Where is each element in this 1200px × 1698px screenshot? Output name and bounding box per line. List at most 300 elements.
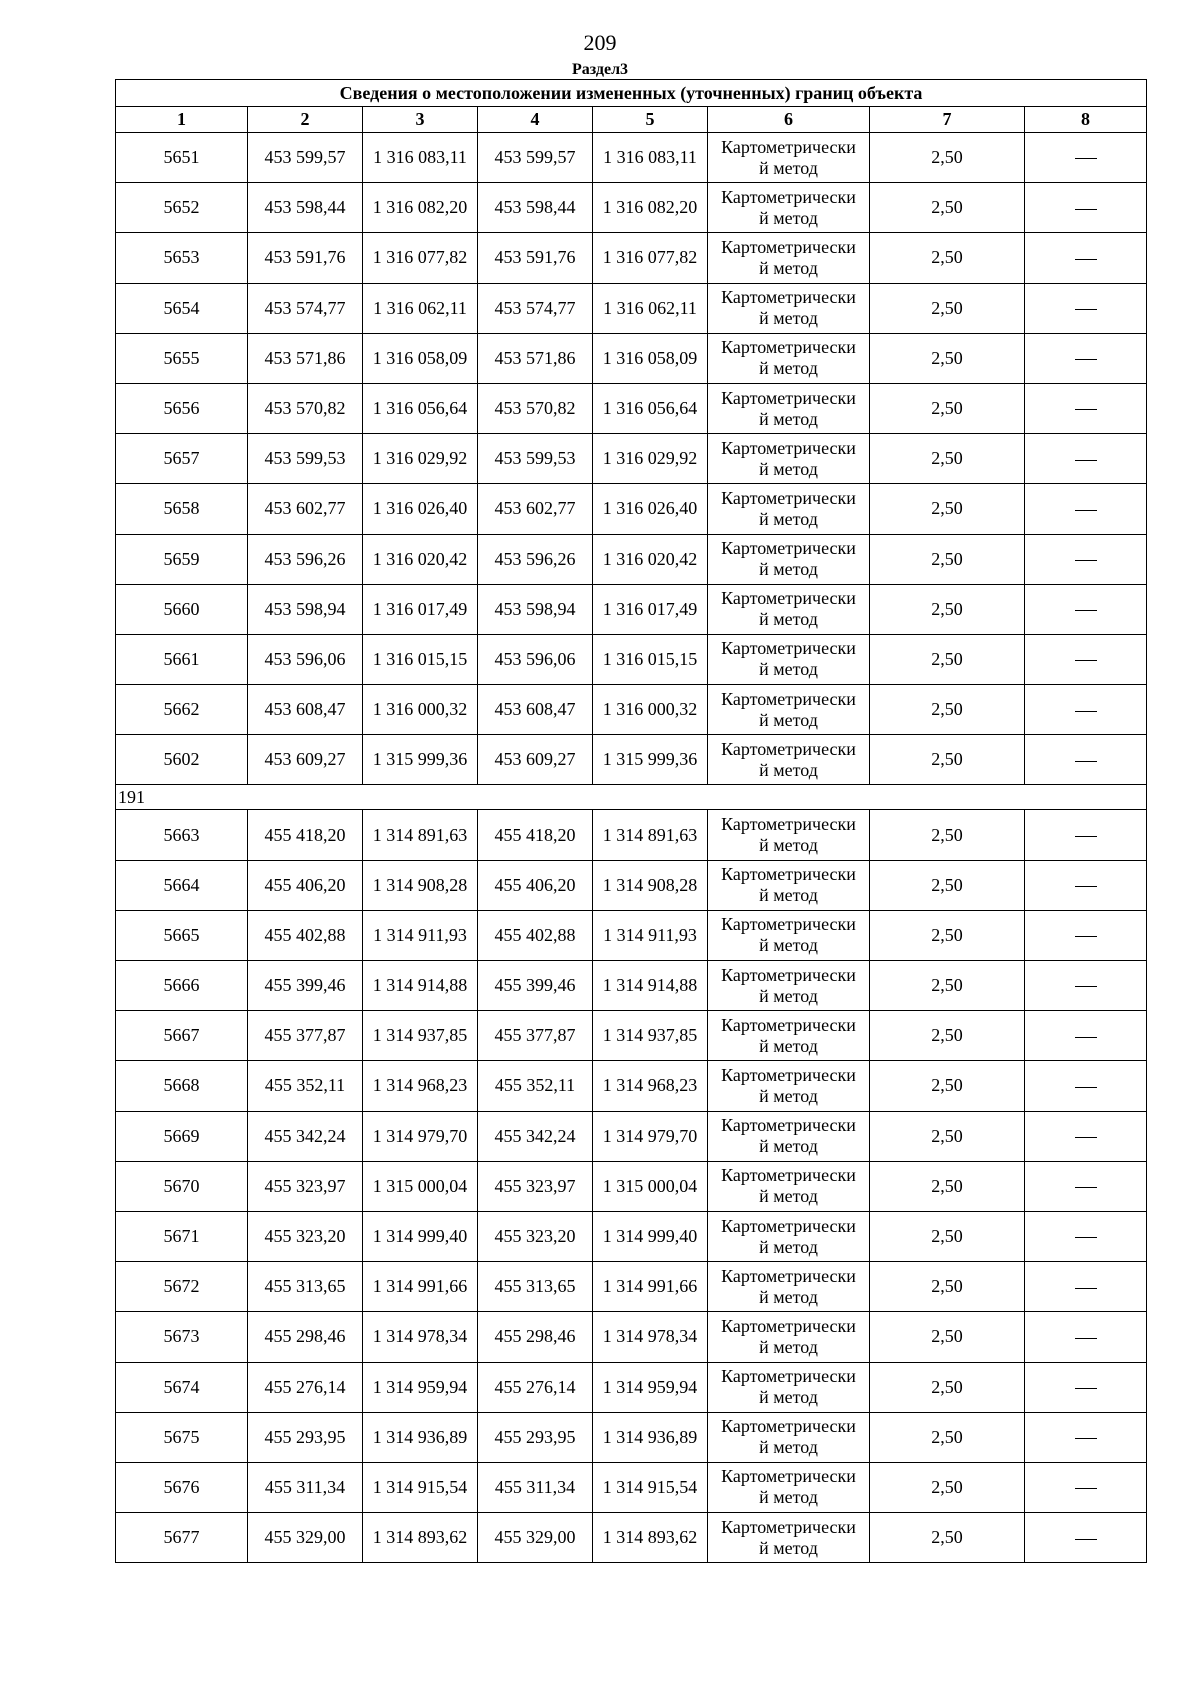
description-cell — [1025, 1362, 1147, 1412]
method-line-2: й метод — [759, 508, 818, 529]
method-line-2: й метод — [759, 1537, 818, 1558]
table-row — [116, 434, 1147, 484]
description-cell — [1025, 1011, 1147, 1061]
x-new-cell: 453 608,47 — [478, 685, 593, 735]
point-number-cell: 5667 — [116, 1011, 248, 1061]
description-cell — [1025, 1513, 1147, 1563]
column-number: 8 — [1025, 107, 1147, 133]
precision-cell: 2,50 — [870, 484, 1025, 534]
x-new-cell: 453 602,77 — [478, 484, 593, 534]
y-new-cell: 1 316 020,42 — [593, 534, 708, 584]
y-new-cell: 1 316 082,20 — [593, 183, 708, 233]
method-cell — [708, 735, 870, 785]
method-line-2: й метод — [759, 157, 818, 178]
method-line-1: Картометрически — [721, 814, 856, 835]
y-existing-cell: 1 316 058,09 — [363, 333, 478, 383]
description-cell — [1025, 1412, 1147, 1462]
y-new-cell: 1 316 026,40 — [593, 484, 708, 534]
method-cell — [708, 233, 870, 283]
point-number-cell: 5660 — [116, 584, 248, 634]
precision-cell: 2,50 — [870, 1513, 1025, 1563]
table-row — [116, 1462, 1147, 1512]
point-number-cell: 5661 — [116, 634, 248, 684]
method-cell — [708, 1111, 870, 1161]
x-existing-cell: 453 599,53 — [248, 434, 363, 484]
coordinates-table — [115, 79, 1147, 1563]
section-title: Раздел3 — [571, 61, 629, 78]
description-cell — [1025, 534, 1147, 584]
x-new-cell: 455 313,65 — [478, 1262, 593, 1312]
description-cell — [1025, 484, 1147, 534]
method-line-2: й метод — [759, 1437, 818, 1458]
column-number: 4 — [478, 107, 593, 133]
method-cell — [708, 1513, 870, 1563]
description-cell — [1025, 961, 1147, 1011]
method-cell — [708, 1412, 870, 1462]
x-new-cell: 455 402,88 — [478, 910, 593, 960]
x-existing-cell: 453 598,94 — [248, 584, 363, 634]
y-new-cell: 1 314 999,40 — [593, 1211, 708, 1261]
y-new-cell: 1 316 017,49 — [593, 584, 708, 634]
dash-mark — [1075, 660, 1097, 661]
method-cell — [708, 484, 870, 534]
column-number-row — [116, 107, 1147, 133]
y-existing-cell: 1 314 937,85 — [363, 1011, 478, 1061]
y-existing-cell: 1 314 891,63 — [363, 810, 478, 860]
method-cell — [708, 333, 870, 383]
point-number-cell: 5662 — [116, 685, 248, 735]
precision-cell: 2,50 — [870, 1211, 1025, 1261]
method-line-2: й метод — [759, 935, 818, 956]
description-cell — [1025, 735, 1147, 785]
x-existing-cell: 455 402,88 — [248, 910, 363, 960]
y-new-cell: 1 316 029,92 — [593, 434, 708, 484]
x-new-cell: 455 342,24 — [478, 1111, 593, 1161]
y-existing-cell: 1 316 020,42 — [363, 534, 478, 584]
method-line-2: й метод — [759, 1236, 818, 1257]
table-row — [116, 1011, 1147, 1061]
precision-cell: 2,50 — [870, 333, 1025, 383]
method-line-1: Картометрически — [721, 1466, 856, 1487]
table-row — [116, 1262, 1147, 1312]
table-row — [116, 634, 1147, 684]
dash-mark — [1075, 1338, 1097, 1339]
description-cell — [1025, 910, 1147, 960]
precision-cell: 2,50 — [870, 133, 1025, 183]
precision-cell: 2,50 — [870, 584, 1025, 634]
y-existing-cell: 1 316 056,64 — [363, 383, 478, 433]
method-line-1: Картометрически — [721, 387, 856, 408]
dash-mark — [1075, 761, 1097, 762]
x-new-cell: 455 311,34 — [478, 1462, 593, 1512]
y-existing-cell: 1 314 979,70 — [363, 1111, 478, 1161]
y-existing-cell: 1 314 914,88 — [363, 961, 478, 1011]
point-number-cell: 5666 — [116, 961, 248, 1011]
method-line-2: й метод — [759, 559, 818, 580]
table-row — [116, 584, 1147, 634]
y-existing-cell: 1 314 936,89 — [363, 1412, 478, 1462]
point-number-cell: 5652 — [116, 183, 248, 233]
method-line-1: Картометрически — [721, 638, 856, 659]
method-line-2: й метод — [759, 1286, 818, 1307]
table-row — [116, 183, 1147, 233]
x-existing-cell: 455 311,34 — [248, 1462, 363, 1512]
column-number: 7 — [870, 107, 1025, 133]
column-number: 6 — [708, 107, 870, 133]
y-new-cell: 1 314 908,28 — [593, 860, 708, 910]
x-new-cell: 453 596,06 — [478, 634, 593, 684]
x-new-cell: 455 352,11 — [478, 1061, 593, 1111]
point-number-cell: 5602 — [116, 735, 248, 785]
dash-mark — [1075, 886, 1097, 887]
table-row — [116, 1362, 1147, 1412]
precision-cell: 2,50 — [870, 735, 1025, 785]
x-existing-cell: 453 598,44 — [248, 183, 363, 233]
precision-cell: 2,50 — [870, 860, 1025, 910]
dash-mark — [1075, 836, 1097, 837]
x-existing-cell: 455 406,20 — [248, 860, 363, 910]
precision-cell: 2,50 — [870, 233, 1025, 283]
x-existing-cell: 455 352,11 — [248, 1061, 363, 1111]
table-row — [116, 484, 1147, 534]
table-row — [116, 1061, 1147, 1111]
description-cell — [1025, 1211, 1147, 1261]
dash-mark — [1075, 711, 1097, 712]
x-existing-cell: 455 293,95 — [248, 1412, 363, 1462]
method-line-1: Картометрически — [721, 1215, 856, 1236]
method-line-1: Картометрически — [721, 437, 856, 458]
table-row — [116, 961, 1147, 1011]
precision-cell: 2,50 — [870, 810, 1025, 860]
table-body — [116, 133, 1147, 1563]
x-existing-cell: 455 399,46 — [248, 961, 363, 1011]
y-existing-cell: 1 316 015,15 — [363, 634, 478, 684]
method-line-2: й метод — [759, 985, 818, 1006]
method-line-2: й метод — [759, 885, 818, 906]
x-existing-cell: 455 276,14 — [248, 1362, 363, 1412]
method-line-2: й метод — [759, 1035, 818, 1056]
dash-mark — [1075, 209, 1097, 210]
method-cell — [708, 685, 870, 735]
y-new-cell: 1 315 999,36 — [593, 735, 708, 785]
point-number-cell: 5673 — [116, 1312, 248, 1362]
x-new-cell: 453 596,26 — [478, 534, 593, 584]
point-number-cell: 5675 — [116, 1412, 248, 1462]
method-line-1: Картометрически — [721, 914, 856, 935]
y-new-cell: 1 314 891,63 — [593, 810, 708, 860]
table-row — [116, 283, 1147, 333]
table-row — [116, 860, 1147, 910]
method-line-1: Картометрически — [721, 964, 856, 985]
point-number-cell: 5677 — [116, 1513, 248, 1563]
method-line-2: й метод — [759, 1186, 818, 1207]
method-cell — [708, 383, 870, 433]
method-cell — [708, 910, 870, 960]
x-new-cell: 453 571,86 — [478, 333, 593, 383]
method-line-2: й метод — [759, 257, 818, 278]
x-existing-cell: 455 323,20 — [248, 1211, 363, 1261]
precision-cell: 2,50 — [870, 1262, 1025, 1312]
y-new-cell: 1 314 893,62 — [593, 1513, 708, 1563]
x-existing-cell: 455 313,65 — [248, 1262, 363, 1312]
method-line-2: й метод — [759, 709, 818, 730]
precision-cell: 2,50 — [870, 1462, 1025, 1512]
x-new-cell: 455 418,20 — [478, 810, 593, 860]
method-cell — [708, 283, 870, 333]
point-number-cell: 5663 — [116, 810, 248, 860]
dash-mark — [1075, 936, 1097, 937]
method-line-1: Картометрически — [721, 236, 856, 257]
method-line-2: й метод — [759, 659, 818, 680]
description-cell — [1025, 634, 1147, 684]
description-cell — [1025, 233, 1147, 283]
y-new-cell: 1 316 058,09 — [593, 333, 708, 383]
description-cell — [1025, 434, 1147, 484]
precision-cell: 2,50 — [870, 283, 1025, 333]
table-row — [116, 534, 1147, 584]
y-new-cell: 1 314 937,85 — [593, 1011, 708, 1061]
y-new-cell: 1 316 062,11 — [593, 283, 708, 333]
method-cell — [708, 1462, 870, 1512]
description-cell — [1025, 860, 1147, 910]
point-number-cell: 5671 — [116, 1211, 248, 1261]
x-existing-cell: 455 418,20 — [248, 810, 363, 860]
method-line-1: Картометрически — [721, 287, 856, 308]
y-new-cell: 1 314 959,94 — [593, 1362, 708, 1412]
point-number-cell: 5656 — [116, 383, 248, 433]
point-number-cell: 5674 — [116, 1362, 248, 1412]
precision-cell: 2,50 — [870, 183, 1025, 233]
method-line-1: Картометрически — [721, 738, 856, 759]
method-cell — [708, 810, 870, 860]
column-number: 3 — [363, 107, 478, 133]
point-number-cell: 5653 — [116, 233, 248, 283]
method-line-2: й метод — [759, 207, 818, 228]
method-line-1: Картометрически — [721, 1064, 856, 1085]
y-existing-cell: 1 315 999,36 — [363, 735, 478, 785]
y-existing-cell: 1 314 999,40 — [363, 1211, 478, 1261]
method-line-1: Картометрически — [721, 1165, 856, 1186]
dash-mark — [1075, 1187, 1097, 1188]
dash-mark — [1075, 1388, 1097, 1389]
table-row — [116, 233, 1147, 283]
point-number-cell: 5672 — [116, 1262, 248, 1312]
description-cell — [1025, 183, 1147, 233]
precision-cell: 2,50 — [870, 1011, 1025, 1061]
x-new-cell: 455 293,95 — [478, 1412, 593, 1462]
point-number-cell: 5654 — [116, 283, 248, 333]
dash-mark — [1075, 510, 1097, 511]
y-existing-cell: 1 314 911,93 — [363, 910, 478, 960]
dash-mark — [1075, 1237, 1097, 1238]
table-row — [116, 1211, 1147, 1261]
page-number: 209 — [583, 30, 617, 55]
description-cell — [1025, 283, 1147, 333]
x-new-cell: 453 599,57 — [478, 133, 593, 183]
x-existing-cell: 453 574,77 — [248, 283, 363, 333]
method-cell — [708, 434, 870, 484]
method-line-1: Картометрически — [721, 588, 856, 609]
column-number: 2 — [248, 107, 363, 133]
x-new-cell: 455 298,46 — [478, 1312, 593, 1362]
y-new-cell: 1 316 083,11 — [593, 133, 708, 183]
y-new-cell: 1 315 000,04 — [593, 1161, 708, 1211]
method-cell — [708, 1011, 870, 1061]
x-existing-cell: 453 571,86 — [248, 333, 363, 383]
point-number-cell: 5665 — [116, 910, 248, 960]
y-new-cell: 1 316 000,32 — [593, 685, 708, 735]
dash-mark — [1075, 1037, 1097, 1038]
description-cell — [1025, 584, 1147, 634]
dash-mark — [1075, 1288, 1097, 1289]
table-caption-row — [116, 80, 1147, 107]
dash-mark — [1075, 986, 1097, 987]
method-cell — [708, 1211, 870, 1261]
table-row — [116, 910, 1147, 960]
method-line-2: й метод — [759, 308, 818, 329]
description-cell — [1025, 1312, 1147, 1362]
point-number-cell: 5670 — [116, 1161, 248, 1211]
description-cell — [1025, 1161, 1147, 1211]
description-cell — [1025, 1111, 1147, 1161]
method-line-2: й метод — [759, 759, 818, 780]
x-new-cell: 453 599,53 — [478, 434, 593, 484]
method-cell — [708, 634, 870, 684]
x-existing-cell: 453 609,27 — [248, 735, 363, 785]
x-new-cell: 455 323,97 — [478, 1161, 593, 1211]
column-number: 5 — [593, 107, 708, 133]
x-new-cell: 453 574,77 — [478, 283, 593, 333]
x-new-cell: 453 570,82 — [478, 383, 593, 433]
method-line-1: Картометрически — [721, 1265, 856, 1286]
precision-cell: 2,50 — [870, 434, 1025, 484]
method-line-1: Картометрически — [721, 136, 856, 157]
method-line-2: й метод — [759, 609, 818, 630]
precision-cell: 2,50 — [870, 1111, 1025, 1161]
description-cell — [1025, 810, 1147, 860]
x-existing-cell: 453 596,26 — [248, 534, 363, 584]
x-new-cell: 455 323,20 — [478, 1211, 593, 1261]
dash-mark — [1075, 560, 1097, 561]
point-number-cell: 5676 — [116, 1462, 248, 1512]
y-existing-cell: 1 316 077,82 — [363, 233, 478, 283]
group-label: 191 — [116, 785, 1147, 810]
y-new-cell: 1 316 056,64 — [593, 383, 708, 433]
x-existing-cell: 455 329,00 — [248, 1513, 363, 1563]
dash-mark — [1075, 359, 1097, 360]
method-cell — [708, 133, 870, 183]
y-new-cell: 1 316 077,82 — [593, 233, 708, 283]
y-existing-cell: 1 315 000,04 — [363, 1161, 478, 1211]
point-number-cell: 5668 — [116, 1061, 248, 1111]
x-existing-cell: 453 602,77 — [248, 484, 363, 534]
x-existing-cell: 455 323,97 — [248, 1161, 363, 1211]
method-line-1: Картометрически — [721, 1366, 856, 1387]
method-line-2: й метод — [759, 458, 818, 479]
x-existing-cell: 453 596,06 — [248, 634, 363, 684]
y-existing-cell: 1 316 062,11 — [363, 283, 478, 333]
point-number-cell: 5655 — [116, 333, 248, 383]
y-new-cell: 1 314 915,54 — [593, 1462, 708, 1512]
method-line-1: Картометрически — [721, 538, 856, 559]
table-row — [116, 1412, 1147, 1462]
method-line-2: й метод — [759, 1085, 818, 1106]
y-existing-cell: 1 314 959,94 — [363, 1362, 478, 1412]
dash-mark — [1075, 610, 1097, 611]
dash-mark — [1075, 158, 1097, 159]
method-cell — [708, 860, 870, 910]
y-new-cell: 1 316 015,15 — [593, 634, 708, 684]
y-new-cell: 1 314 968,23 — [593, 1061, 708, 1111]
precision-cell: 2,50 — [870, 1362, 1025, 1412]
method-line-1: Картометрически — [721, 186, 856, 207]
y-new-cell: 1 314 911,93 — [593, 910, 708, 960]
x-existing-cell: 453 570,82 — [248, 383, 363, 433]
precision-cell: 2,50 — [870, 961, 1025, 1011]
precision-cell: 2,50 — [870, 685, 1025, 735]
x-new-cell: 453 591,76 — [478, 233, 593, 283]
dash-mark — [1075, 309, 1097, 310]
method-line-1: Картометрически — [721, 1115, 856, 1136]
y-new-cell: 1 314 936,89 — [593, 1412, 708, 1462]
table-caption: Сведения о местоположении измененных (уточненных) границ объекта — [116, 80, 1147, 107]
x-new-cell: 455 406,20 — [478, 860, 593, 910]
dash-mark — [1075, 460, 1097, 461]
method-cell — [708, 1362, 870, 1412]
precision-cell: 2,50 — [870, 534, 1025, 584]
dash-mark — [1075, 409, 1097, 410]
x-new-cell: 453 609,27 — [478, 735, 593, 785]
method-line-1: Картометрически — [721, 1315, 856, 1336]
x-existing-cell: 453 599,57 — [248, 133, 363, 183]
precision-cell: 2,50 — [870, 383, 1025, 433]
description-cell — [1025, 1061, 1147, 1111]
point-number-cell: 5664 — [116, 860, 248, 910]
precision-cell: 2,50 — [870, 910, 1025, 960]
y-new-cell: 1 314 914,88 — [593, 961, 708, 1011]
method-cell — [708, 1061, 870, 1111]
precision-cell: 2,50 — [870, 1061, 1025, 1111]
y-existing-cell: 1 316 017,49 — [363, 584, 478, 634]
y-existing-cell: 1 314 978,34 — [363, 1312, 478, 1362]
method-cell — [708, 1312, 870, 1362]
y-new-cell: 1 314 979,70 — [593, 1111, 708, 1161]
method-line-2: й метод — [759, 1487, 818, 1508]
dash-mark — [1075, 1488, 1097, 1489]
precision-cell: 2,50 — [870, 1161, 1025, 1211]
x-new-cell: 453 598,44 — [478, 183, 593, 233]
precision-cell: 2,50 — [870, 1312, 1025, 1362]
method-line-2: й метод — [759, 1336, 818, 1357]
method-line-1: Картометрически — [721, 337, 856, 358]
table-row — [116, 383, 1147, 433]
x-existing-cell: 455 298,46 — [248, 1312, 363, 1362]
dash-mark — [1075, 259, 1097, 260]
y-existing-cell: 1 314 991,66 — [363, 1262, 478, 1312]
table-row — [116, 735, 1147, 785]
table-row — [116, 1312, 1147, 1362]
method-cell — [708, 183, 870, 233]
x-new-cell: 455 377,87 — [478, 1011, 593, 1061]
table-row — [116, 810, 1147, 860]
method-line-2: й метод — [759, 358, 818, 379]
y-existing-cell: 1 316 000,32 — [363, 685, 478, 735]
method-line-2: й метод — [759, 1136, 818, 1157]
method-cell — [708, 961, 870, 1011]
method-line-1: Картометрически — [721, 688, 856, 709]
y-existing-cell: 1 316 082,20 — [363, 183, 478, 233]
y-existing-cell: 1 314 893,62 — [363, 1513, 478, 1563]
